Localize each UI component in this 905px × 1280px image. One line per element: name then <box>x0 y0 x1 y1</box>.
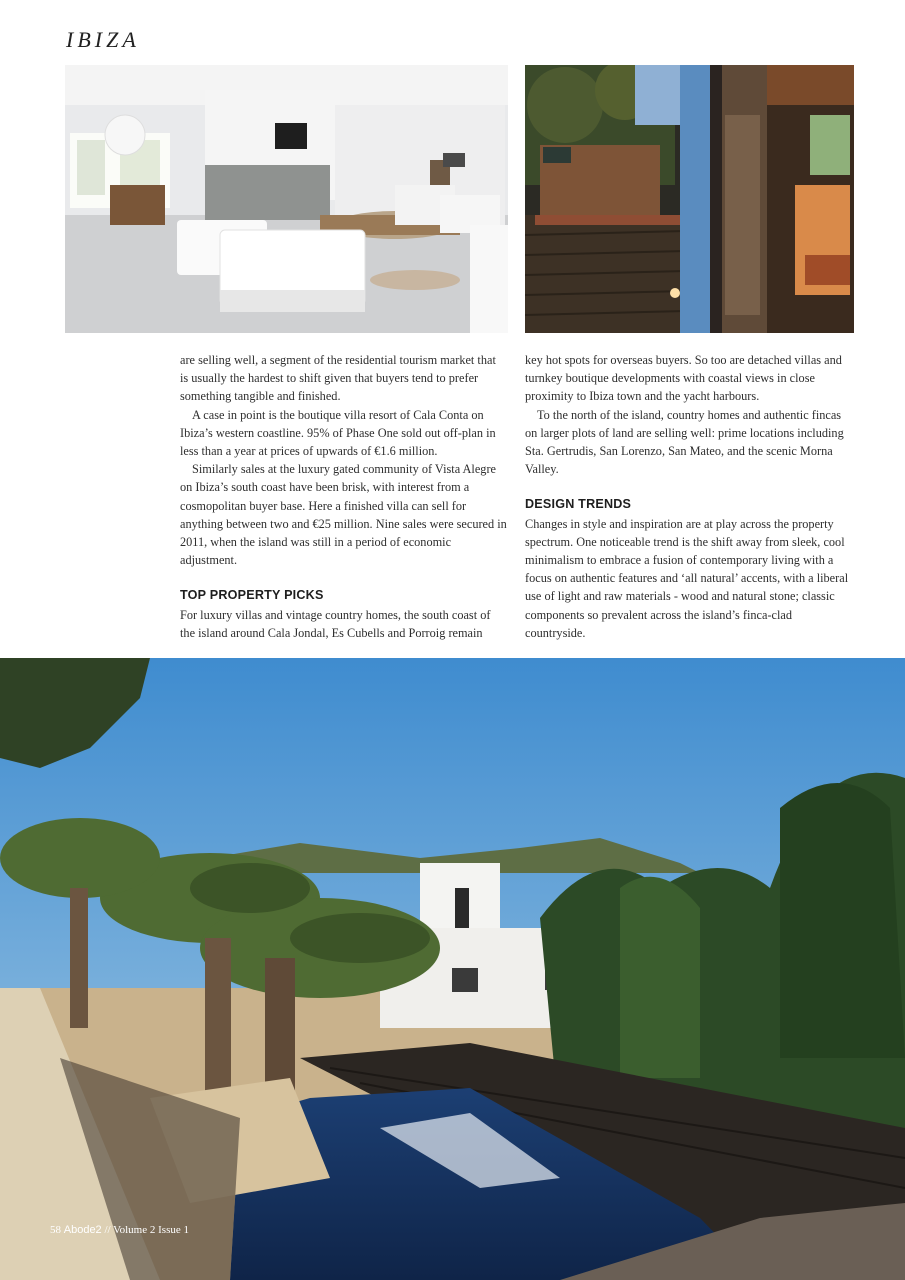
subheading-top-property-picks: TOP PROPERTY PICKS <box>180 588 324 603</box>
paragraph: To the north of the island, country homes and authentic fincas on larger plots of land are selling well: prime locations including Sta. Gertrudis, San Lorenzo, San Mateo, and the scenic Morna Valley. <box>525 407 844 477</box>
subheading-design-trends: DESIGN TRENDS <box>525 497 632 512</box>
page-footer <box>50 1224 189 1236</box>
paragraph: Similarly sales at the luxury gated community of Vista Alegre on Ibiza’s south coast have been brisk, with interest from a cosmopolitan buyer base. Here a finished villa can sell for anything between two and €25 million. Nine sales were secured in 2011, when the island was still in a period of economic adjustment. <box>180 462 507 568</box>
paragraph: A case in point is the boutique villa resort of Cala Conta on Ibiza’s western coastline. 95% of Phase One sold out off-plan in less than a year at prices of upwards of €1.6 million. <box>180 407 496 459</box>
paragraph: key hot spots for overseas buyers. So too are detached villas and turnkey boutique developments with coastal views in close proximity to Ibiza town and the yacht harbours. <box>525 353 842 404</box>
article-column-right <box>525 351 854 642</box>
terrace-photo <box>525 65 854 333</box>
paragraph: Changes in style and inspiration are at play across the property spectrum. One noticeable trend is the shift away from sleek, cool minimalism to embrace a fusion of contemporary living with a focus on authentic features and ‘all natural’ accents, with a liberal use of light and raw materials - wood and natural stone; classic components so prevalent across the island’s finca-clad countryside. <box>525 516 849 640</box>
living-room-photo <box>65 65 508 333</box>
page-number: 58 <box>50 1224 61 1236</box>
villa-pool-photo <box>0 658 905 1280</box>
section-title: IBIZA <box>66 27 140 52</box>
paragraph: For luxury villas and vintage country homes, the south coast of the island around Cala Jondal, Es Cubells and Porroig remain <box>180 607 491 640</box>
article-column-left <box>180 351 507 642</box>
issue-label: // Volume 2 Issue 1 <box>104 1224 189 1236</box>
paragraph: are selling well, a segment of the residential tourism market that is usually the hardest to shift given that buyers tend to prefer something tangible and finished. <box>180 353 496 404</box>
magazine-brand: Abode2 <box>63 1224 102 1236</box>
